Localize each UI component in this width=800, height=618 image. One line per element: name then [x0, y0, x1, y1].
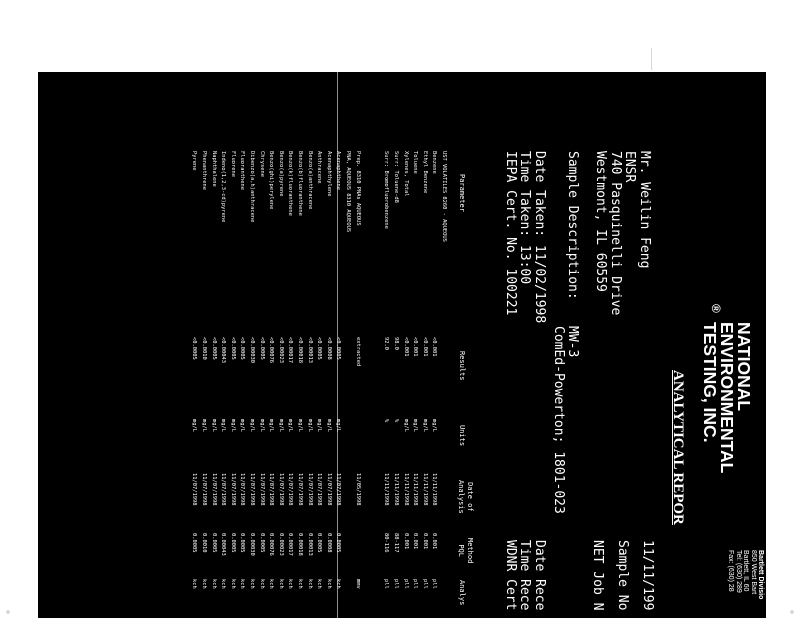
cell-date: 11/07/1998 — [268, 473, 275, 506]
cell-parameter: Fluorene — [229, 151, 236, 177]
lab-name — [701, 322, 752, 473]
cell-result: <0.001 — [421, 337, 428, 357]
cell-pql: 0.0010 — [201, 533, 207, 553]
sample-desc-value2: ComEd-Powerton; 1801-023 — [551, 326, 566, 514]
cell-parameter: Acenaphthene — [335, 151, 342, 190]
cell-result: <0.00030 — [249, 337, 255, 363]
table-row — [285, 151, 295, 618]
cell-parameter: Surr: Toluene-d8 — [393, 151, 399, 203]
cell-analyst: kch — [325, 579, 332, 589]
cell-result: 98.0 — [393, 337, 399, 350]
header-method-pql — [456, 538, 474, 563]
cell-pql: 0.0005 — [335, 533, 342, 553]
cell-date: 11/05/1998 — [354, 473, 361, 506]
table-row — [189, 151, 199, 618]
cell-result: <0.00023 — [277, 337, 284, 363]
cell-units: mg/L — [431, 419, 438, 432]
cell-date: 11/07/1998 — [229, 473, 236, 506]
cell-units: mg/L — [239, 419, 246, 432]
cell-pql: 0.00013 — [306, 533, 313, 556]
cell-parameter: Acenaphthylene — [325, 151, 332, 197]
table-row — [362, 151, 372, 618]
cell-pql: 0.0005 — [191, 533, 198, 553]
cell-date: 11/11/1998 — [393, 473, 399, 506]
cell-pql: 0.00017 — [287, 533, 294, 556]
cell-units: mg/L — [249, 419, 255, 432]
cell-units: mg/L — [287, 419, 294, 432]
cell-date: 11/07/1998 — [258, 473, 265, 506]
table-row — [256, 151, 266, 618]
header-units: Units — [458, 425, 466, 447]
cell-pql: 0.00023 — [277, 533, 284, 556]
cell-result: <0.0005 — [239, 337, 246, 360]
cell-date: 11/07/1998 — [325, 473, 332, 506]
cell-units: mg/L — [220, 419, 227, 432]
scanned-report — [38, 72, 766, 618]
report-date: 11/11/199 — [640, 540, 655, 611]
lab-name-line1: NATIONAL — [734, 322, 754, 412]
cell-analyst: kch — [210, 579, 217, 589]
cell-result: <0.001 — [431, 337, 438, 357]
sample-dates — [502, 151, 546, 323]
cell-pql: 0.00076 — [268, 533, 275, 556]
cell-pql: 0.001 — [412, 533, 419, 550]
cell-result: 92.0 — [383, 337, 390, 350]
cell-units: mg/L — [325, 419, 332, 432]
table-row — [198, 151, 208, 618]
cell-date: 11/11/1998 — [431, 473, 438, 506]
cell-units: % — [383, 419, 390, 423]
cell-analyst: kch — [287, 579, 294, 589]
cell-analyst: kch — [191, 579, 198, 589]
client-city: Westmont, IL 60559 — [593, 151, 609, 292]
cell-date: 11/07/1998 — [191, 473, 198, 506]
cell-result: <0.0005 — [335, 337, 342, 360]
cell-result: <0.0005 — [229, 337, 236, 360]
cell-analyst: mmv — [354, 579, 361, 589]
table-row — [419, 151, 429, 618]
cell-parameter: Dibenzo(a,h)anthracene — [249, 151, 255, 223]
table-row — [237, 151, 247, 618]
lab-division: Bartlett Divisio — [757, 550, 764, 600]
cell-parameter: Surr: Bromofluorobenzene — [383, 151, 390, 229]
cell-analyst: kch — [249, 579, 255, 589]
cell-date: 11/07/1998 — [210, 473, 217, 506]
header-parameter: Parameter — [458, 174, 466, 212]
cell-result: <0.00013 — [306, 337, 313, 363]
sample-desc-value: MW-3 — [565, 326, 580, 358]
cell-date: 11/11/1998 — [421, 473, 428, 506]
cell-analyst: kch — [239, 579, 246, 589]
cell-parameter: Chrysene — [258, 151, 265, 177]
cell-result: <0.001 — [412, 337, 419, 357]
cell-units: mg/L — [412, 419, 419, 432]
cell-date: 11/07/1998 — [316, 473, 323, 506]
table-row — [400, 151, 410, 618]
cell-parameter: Benzo(a)anthracene — [306, 151, 313, 210]
cell-date: 11/07/1998 — [335, 473, 342, 506]
cell-units: mg/L — [229, 419, 236, 432]
table-row — [208, 151, 218, 618]
scan-rule — [337, 72, 338, 618]
cell-result: <0.00018 — [297, 337, 303, 363]
cell-date: 11/07/1998 — [201, 473, 207, 506]
cell-date: 11/11/1998 — [402, 473, 409, 506]
cell-pql: 0.00043 — [220, 533, 227, 556]
table-row — [227, 151, 237, 618]
cell-analyst: kch — [297, 579, 303, 589]
cell-parameter: Pyrene — [191, 151, 198, 171]
cell-pql: 0.001 — [421, 533, 428, 550]
cell-parameter: Benzo(ghi)perylene — [268, 151, 275, 210]
cell-pql: 0.0005 — [210, 533, 217, 553]
cell-units: % — [393, 419, 399, 423]
lab-city: Bartlett, IL 60 — [742, 550, 750, 592]
time-received: Time Rece — [517, 540, 533, 611]
cell-analyst: pll — [383, 579, 390, 589]
cell-units: mg/L — [335, 419, 342, 432]
lab-name-line2: ENVIRONMENTAL — [717, 322, 737, 474]
table-row — [323, 151, 333, 618]
cell-result: <0.0008 — [325, 337, 332, 360]
table-row — [371, 151, 381, 618]
cell-parameter: Phenanthrene — [201, 151, 207, 190]
results-table — [182, 151, 448, 618]
table-row — [266, 151, 276, 618]
header-method-line1: Method — [466, 538, 474, 564]
cell-units: mg/L — [210, 419, 217, 432]
table-row — [275, 151, 285, 618]
header-analyst: Analys — [458, 580, 466, 606]
cell-units: mg/L — [421, 419, 428, 432]
cell-date: 11/07/1998 — [306, 473, 313, 506]
cell-pql: 0.0005 — [258, 533, 265, 553]
cell-parameter: UST VOLATILES 8260 - AQUEOUS — [441, 151, 447, 242]
table-row — [438, 151, 448, 618]
lab-fax: Fax: (630) 28 — [727, 550, 735, 592]
iepa-cert: IEPA Cert. No. 100221 — [502, 151, 518, 316]
cell-parameter: Naphthalene — [210, 151, 217, 187]
table-row — [390, 151, 400, 618]
cell-units: mg/L — [297, 419, 303, 432]
table-row — [246, 151, 256, 618]
cell-pql: 0.00018 — [297, 533, 303, 556]
lab-street: 850 West Bart — [749, 550, 757, 595]
lab-name-line3: TESTING, INC. — [700, 322, 720, 443]
cell-analyst: kch — [316, 579, 323, 589]
lab-tel: Tel: (630) 289 — [734, 550, 742, 593]
cell-date: 11/07/1998 — [297, 473, 303, 506]
crop-mark-left — [6, 610, 10, 614]
table-row — [304, 151, 314, 618]
table-row — [342, 151, 352, 618]
cell-pql: 80-116 — [383, 533, 390, 553]
cell-result: extracted — [354, 337, 361, 367]
cell-parameter: Benzo(a)pyrene — [277, 151, 284, 197]
time-taken: Time Taken: 13:00 — [517, 151, 533, 285]
cell-pql: 0.001 — [431, 533, 438, 550]
crop-mark-right — [790, 610, 794, 614]
header-date-line1: Date of — [466, 482, 474, 512]
cell-pql: 0.0005 — [316, 533, 323, 553]
cell-date: 11/11/1998 — [383, 473, 390, 506]
registered-mark: ® — [709, 304, 723, 313]
cell-parameter: Indeno(1,2,3-cd)pyrene — [220, 151, 227, 223]
cell-analyst: kch — [306, 579, 313, 589]
cell-parameter: Ethyl Benzene — [421, 151, 428, 194]
table-row — [429, 151, 439, 618]
cell-units: mg/L — [191, 419, 198, 432]
cell-date: 11/11/1998 — [412, 473, 419, 506]
cell-parameter: Fluoranthene — [239, 151, 246, 190]
cell-result: <0.00017 — [287, 337, 294, 363]
received-info — [502, 540, 546, 610]
header-results: Results — [458, 351, 466, 381]
cell-parameter: Benzo(b)fluoranthene — [297, 151, 303, 216]
table-row — [294, 151, 304, 618]
client-address — [593, 151, 651, 315]
cell-result: <0.0005 — [191, 337, 198, 360]
table-row — [218, 151, 228, 618]
date-taken: Date Taken: 11/02/1998 — [532, 151, 547, 324]
cell-result: <0.0005 — [316, 337, 323, 360]
cell-analyst: kch — [229, 579, 236, 589]
header-method-line2: PQL — [457, 544, 465, 557]
cell-pql: 0.001 — [402, 533, 409, 550]
sample-no-label: Sample No — [615, 540, 630, 611]
cell-result: <0.0005 — [258, 337, 265, 360]
table-row — [410, 151, 420, 618]
cell-result: <0.00043 — [220, 337, 227, 363]
crop-mark-top — [651, 48, 652, 70]
cell-analyst: kch — [220, 579, 227, 589]
cell-result: <0.00076 — [268, 337, 275, 363]
cell-units: mg/L — [268, 419, 275, 432]
cell-analyst: kch — [258, 579, 265, 589]
cell-units: mg/L — [306, 419, 313, 432]
net-job-label: NET Job N — [590, 540, 605, 611]
header-date-line2: Analysis — [457, 480, 465, 514]
header-date-of-analysis — [456, 480, 474, 514]
cell-analyst: pll — [412, 579, 419, 589]
cell-pql: 0.00030 — [249, 533, 255, 556]
cell-result: <0.0010 — [201, 337, 207, 360]
cell-pql: 0.0008 — [325, 533, 332, 553]
cell-parameter: Xylenes, Total — [402, 151, 409, 197]
sample-desc-label: Sample Description: — [565, 151, 580, 300]
cell-parameter: Toluene — [412, 151, 419, 174]
cell-units: mg/L — [316, 419, 323, 432]
cell-analyst: pll — [393, 579, 399, 589]
client-name: Mr. Weilin Feng — [637, 151, 652, 269]
cell-analyst: kch — [335, 579, 342, 589]
cell-pql: 0.0005 — [239, 533, 246, 553]
lab-address — [727, 550, 764, 599]
cell-analyst: pll — [431, 579, 438, 589]
report-page — [38, 72, 766, 618]
table-row — [352, 151, 362, 618]
cell-date: 11/07/1998 — [249, 473, 255, 506]
table-row — [381, 151, 391, 618]
cell-units: mg/L — [402, 419, 409, 432]
cell-analyst: pll — [402, 579, 409, 589]
cell-date: 11/07/1998 — [287, 473, 294, 506]
wdnr-cert: WDNR Cert — [502, 540, 518, 611]
cell-units: mg/L — [277, 419, 284, 432]
cell-pql: 0.0005 — [229, 533, 236, 553]
date-received: Date Rece — [532, 540, 547, 611]
cell-result: <0.001 — [402, 337, 409, 357]
report-title: ANALYTICAL REPOR — [670, 370, 686, 525]
cell-units: mg/L — [258, 419, 265, 432]
cell-analyst: kch — [268, 579, 275, 589]
cell-date: 11/07/1998 — [239, 473, 246, 506]
cell-analyst: kch — [277, 579, 284, 589]
cell-parameter: Prep. 8310 PNAs AQUEOUS — [354, 151, 361, 226]
client-company: ENSR — [622, 151, 638, 183]
cell-result: <0.0005 — [210, 337, 217, 360]
cell-units: mg/L — [201, 419, 207, 432]
cell-parameter: Anthracene — [316, 151, 323, 184]
cell-analyst: pll — [421, 579, 428, 589]
cell-parameter: Benzene — [431, 151, 438, 174]
cell-analyst: kch — [201, 579, 207, 589]
cell-parameter: Benzo(k)fluoranthene — [287, 151, 294, 216]
cell-date: 11/07/1998 — [277, 473, 284, 506]
client-street: 740 Pasquinelli Drive — [607, 151, 623, 316]
cell-parameter: PNA, AQUEOUS 8310 AQUEOUS — [345, 151, 351, 233]
cell-pql: 88-117 — [393, 533, 399, 553]
table-row — [314, 151, 324, 618]
cell-date: 11/07/1998 — [220, 473, 227, 506]
